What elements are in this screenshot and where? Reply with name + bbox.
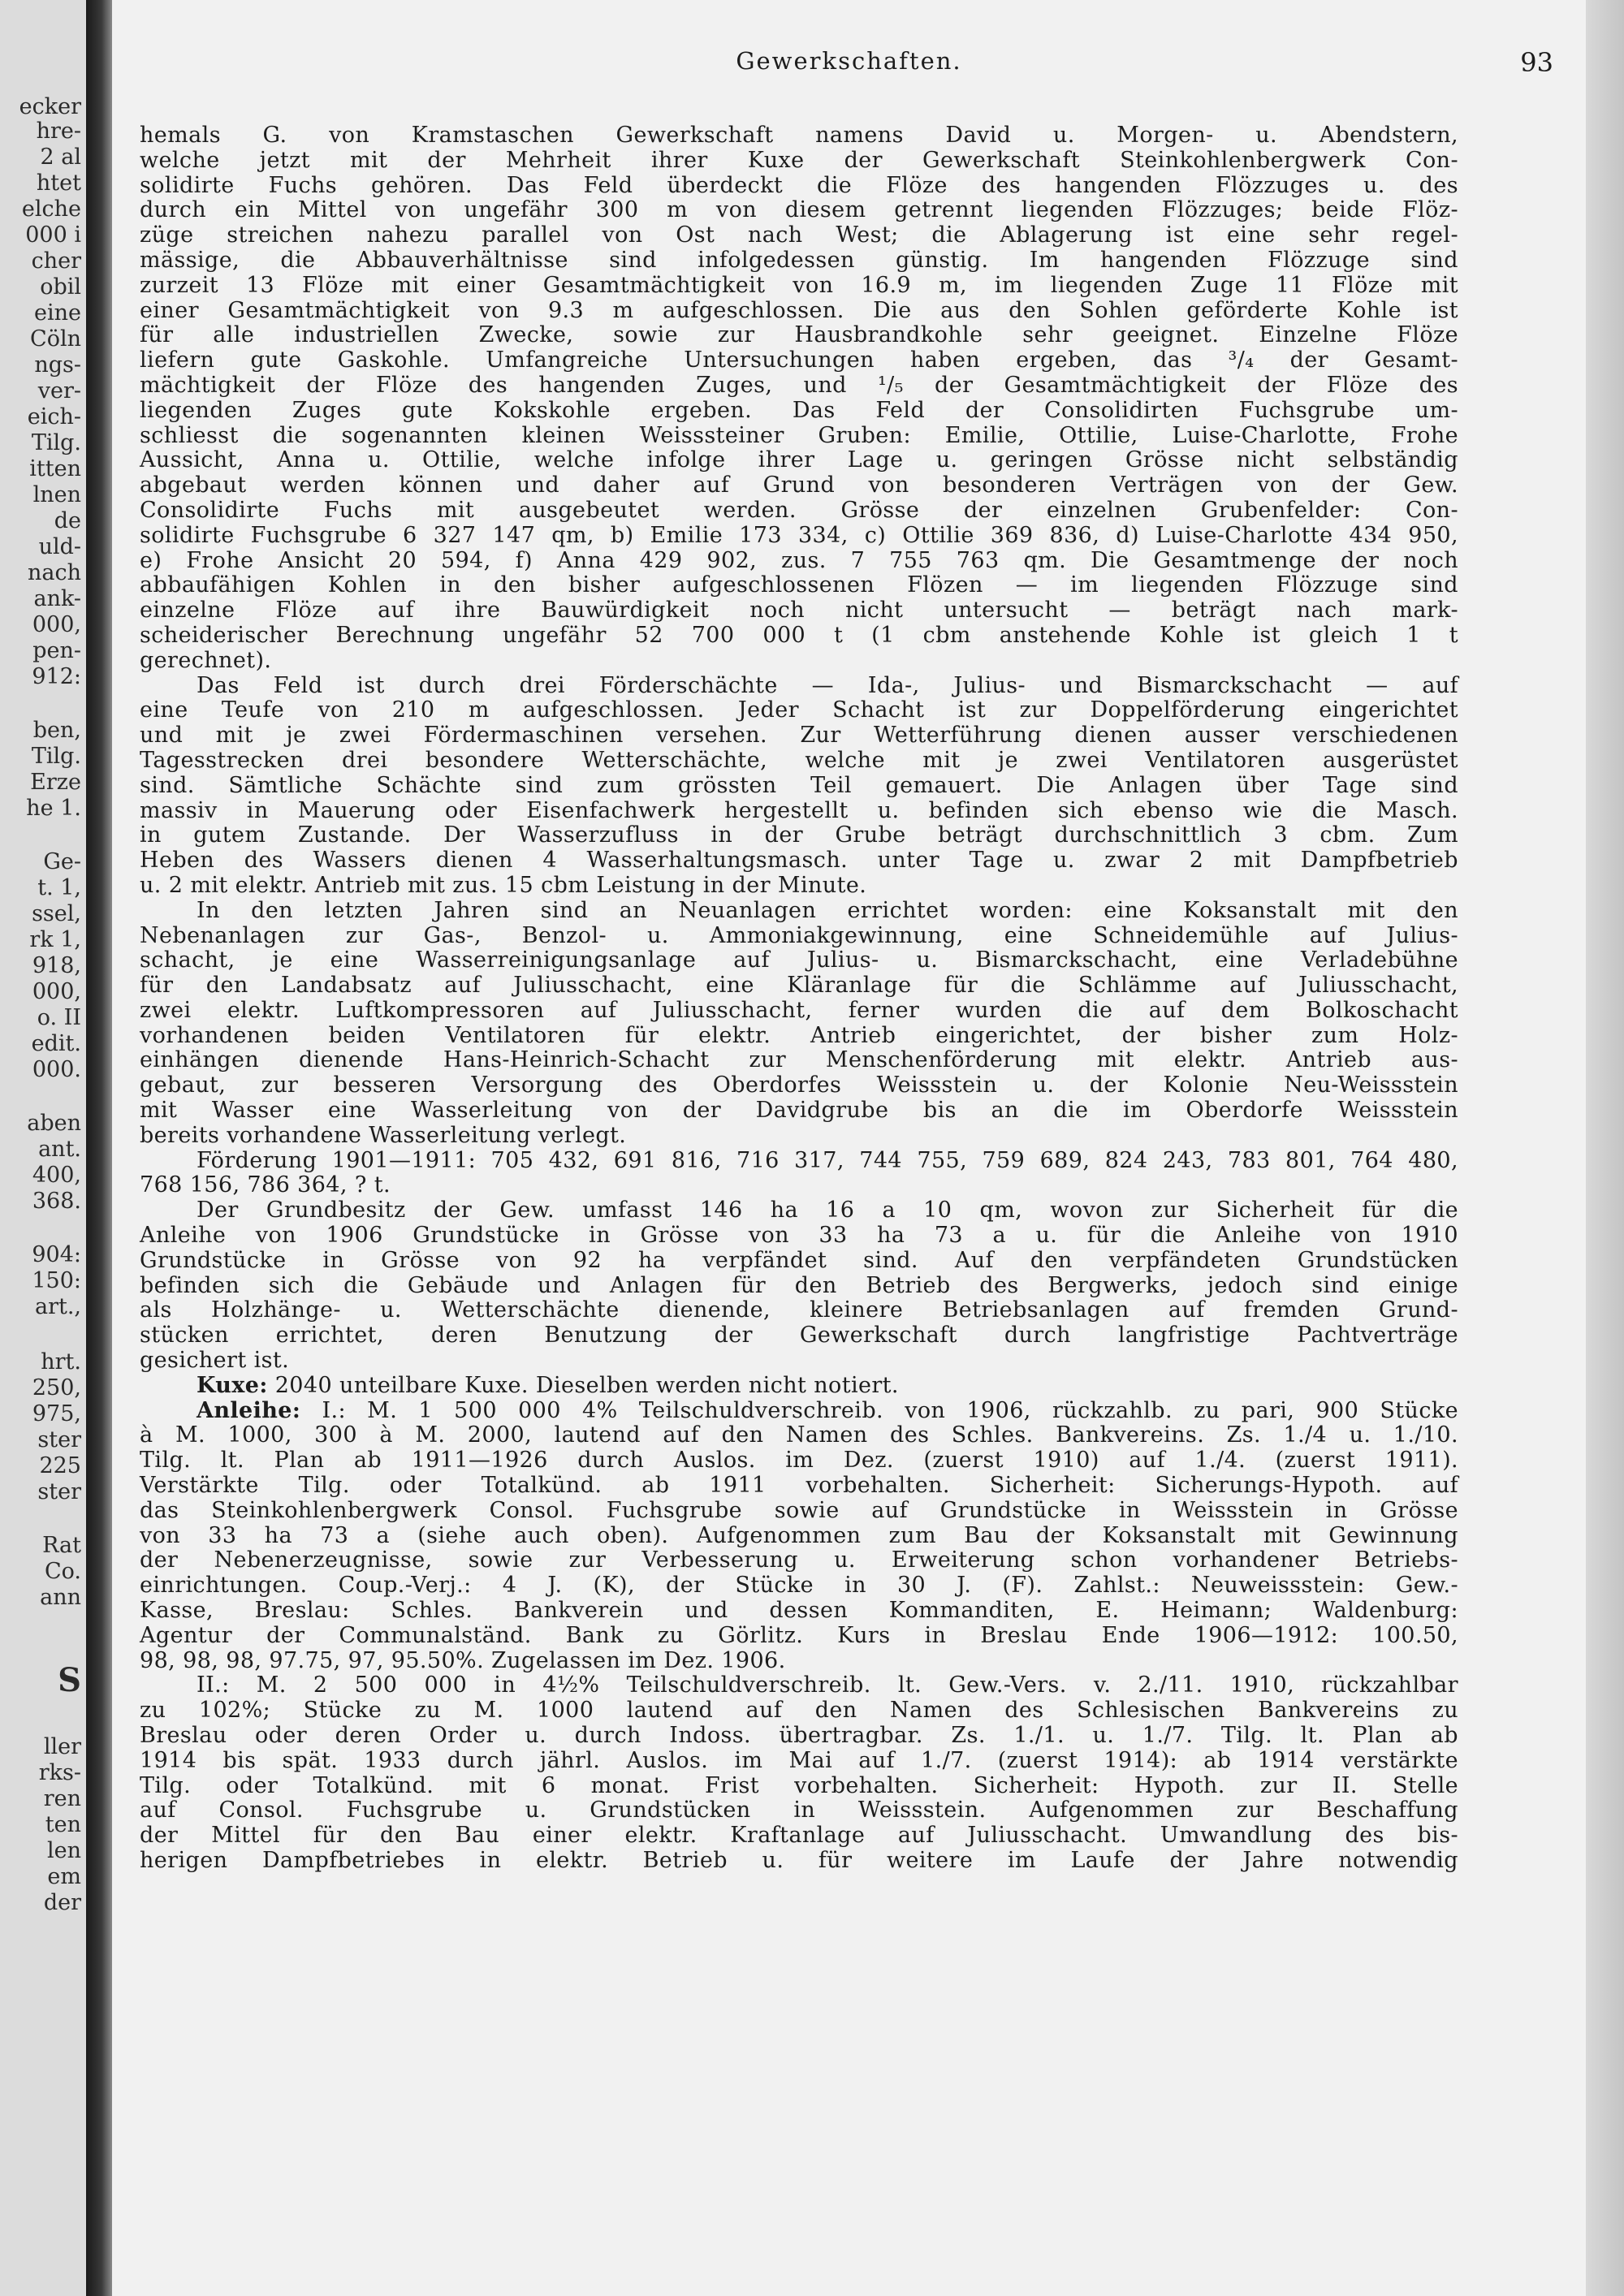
line-text: liegenden Zuges gute Kokskohle ergeben. Das Feld der Consolidirten Fuchsgrube um- <box>140 397 1458 423</box>
line-text: Tagesstrecken drei besondere Wetterschächte, welche mit je zwei Ventilatoren ausgerüstet <box>140 747 1458 773</box>
text-line <box>140 1624 1458 1649</box>
facing-page-fragment: ren <box>43 1786 81 1811</box>
text-line <box>140 674 1458 699</box>
facing-page-fragment: ssel, <box>32 901 81 926</box>
line-text: züge streichen nahezu parallel von Ost nach West; die Ablagerung ist eine sehr regel- <box>140 222 1458 248</box>
facing-page-fragment: Cöln <box>30 326 81 352</box>
text-line <box>140 1448 1458 1474</box>
facing-page-fragment: ngs- <box>34 352 81 378</box>
text-line <box>140 1224 1458 1249</box>
text-line <box>140 573 1458 598</box>
line-text: Consolidirte Fuchs mit ausgebeutet werden. Grösse der einzelnen Grubenfelder: Con- <box>140 497 1458 523</box>
text-line <box>140 1724 1458 1749</box>
facing-page-fragment: t. 1, <box>37 875 81 900</box>
text-line <box>140 248 1458 274</box>
line-text: welche jetzt mit der Mehrheit ihrer Kuxe der Gewerkschaft Steinkohlenbergwerk Con- <box>140 147 1458 173</box>
line-text: einzelne Flöze auf ihre Bauwürdigkeit noch nicht untersucht — beträgt nach mark- <box>140 598 1458 624</box>
line-text: Der Grundbesitz der Gew. umfasst 146 ha 16 a 10 qm, wovon zur Sicherheit für die <box>197 1198 1458 1224</box>
line-text: abbaufähigen Kohlen in den bisher aufgeschlossenen Flözen — im liegenden Flözzuge sind <box>140 572 1458 598</box>
text-line <box>140 1749 1458 1774</box>
line-text: e) Frohe Ansicht 20 594, f) Anna 429 902, zus. 7 755 763 qm. Die Gesamtmenge der noch <box>140 547 1458 573</box>
text-line <box>140 1573 1458 1599</box>
facing-page-fragment: obil <box>40 274 81 300</box>
text-line <box>140 323 1458 348</box>
line-text: bereits vorhandene Wasserleitung verlegt. <box>140 1122 627 1148</box>
text-line <box>140 223 1458 248</box>
line-text: hemals G. von Kramstaschen Gewerkschaft namens David u. Morgen- u. Abendstern, <box>140 123 1458 148</box>
text-line <box>140 123 1458 149</box>
line-text: Agentur der Communalständ. Bank zu Görlitz. Kurs in Breslau Ende 1906—1912: 100.50, <box>140 1622 1458 1648</box>
line-text: von 33 ha 73 a (siehe auch oben). Aufgenommen zum Bau der Koksanstalt mit Gewinnung <box>140 1522 1458 1548</box>
facing-page-fragment: ten <box>45 1812 81 1837</box>
text-line <box>140 1048 1458 1073</box>
text-line <box>140 1599 1458 1624</box>
line-text: auf Consol. Fuchsgrube u. Grundstücken in Weissstein. Aufgenommen zur Beschaffung <box>140 1798 1458 1823</box>
text-line <box>140 723 1458 749</box>
line-text: Heben des Wassers dienen 4 Wasserhaltungsmasch. unter Tage u. zwar 2 mit Dampfbetrieb <box>140 848 1458 874</box>
line-text: In den letzten Jahren sind an Neuanlagen errichtet worden: eine Koksanstalt mit den <box>197 897 1458 923</box>
text-line <box>140 1673 1458 1698</box>
text-line <box>140 1298 1458 1323</box>
facing-page-fragment: Tilg. <box>31 744 81 769</box>
line-text: à M. 1000, 300 à M. 2000, lautend auf den Namen des Schles. Bankvereins. Zs. 1./4 u. 1./10. <box>140 1422 1458 1448</box>
facing-page-fragment: aben <box>27 1111 81 1136</box>
facing-page-fragment: itten <box>29 456 81 481</box>
text-line <box>140 1649 1458 1674</box>
facing-page-fragment: art., <box>34 1294 81 1319</box>
facing-page-fragment: ver- <box>37 378 81 404</box>
text-line <box>140 198 1458 223</box>
text-line <box>140 424 1458 449</box>
running-header <box>112 47 1586 80</box>
line-text: scheiderischer Berechnung ungefähr 52 700 000 t (1 cbm anstehende Kohle ist gleich 1 t <box>140 622 1458 648</box>
text-line <box>140 399 1458 424</box>
facing-page-fragment: Erze <box>30 770 81 795</box>
facing-page-fragment: de <box>54 508 81 533</box>
line-text: gebaut, zur besseren Versorgung des Oberdorfes Weissstein u. der Kolonie Neu-Weissstein <box>140 1072 1458 1098</box>
facing-page-fragment: edit. <box>31 1031 81 1056</box>
text-line <box>140 498 1458 524</box>
text-line <box>140 1499 1458 1524</box>
facing-page-fragment: hre- <box>36 119 81 144</box>
line-text: mit Wasser eine Wasserleitung von der Davidgrube bis an die im Oberdorfe Weissstein <box>140 1098 1458 1124</box>
text-line <box>140 999 1458 1024</box>
facing-page-fragment: 400, <box>32 1163 81 1188</box>
facing-page-fragment: 918, <box>32 953 81 978</box>
line-text: zwei elektr. Luftkompressoren auf Juliusschacht, ferner wurden die auf dem Bolkoschacht <box>140 997 1458 1023</box>
text-line <box>140 823 1458 848</box>
line-text: Kasse, Breslau: Schles. Bankverein und dessen Kommanditen, E. Heimann; Waldenburg: <box>140 1598 1458 1624</box>
text-line <box>140 948 1458 973</box>
facing-page-fragment: Tilg. <box>31 430 81 455</box>
text-line <box>140 1774 1458 1799</box>
facing-page-fragment: htet <box>36 170 81 196</box>
line-text: Tilg. oder Totalkünd. mit 6 monat. Frist vorbehalten. Sicherheit: Hypoth. zur II. Stelle <box>140 1772 1458 1798</box>
line-text: 2040 unteilbare Kuxe. Dieselben werden nicht notiert. <box>267 1372 899 1398</box>
facing-page-fragment: pen- <box>32 638 81 663</box>
text-line <box>140 274 1458 299</box>
facing-page-fragment: ant. <box>38 1137 81 1162</box>
facing-page-fragment: elche <box>21 196 81 222</box>
text-line <box>140 899 1458 924</box>
line-text: einhängen dienende Hans-Heinrich-Schacht zur Menschenförderung mit elektr. Antrieb aus- <box>140 1047 1458 1073</box>
text-line <box>140 373 1458 399</box>
facing-page-fragment: Rat <box>42 1533 81 1558</box>
facing-page-fragment: 000, <box>32 612 81 637</box>
facing-page-fragment: 000, <box>32 979 81 1004</box>
text-line <box>140 598 1458 624</box>
facing-page-fragment: len <box>46 1838 81 1863</box>
text-line <box>140 624 1458 649</box>
line-text: herigen Dampfbetriebes in elektr. Betrieb u. für weitere im Laufe der Jahre notwendig <box>140 1847 1458 1873</box>
text-line <box>140 348 1458 373</box>
facing-page-fragment: uld- <box>38 534 81 559</box>
text-line <box>140 1198 1458 1224</box>
text-line <box>140 549 1458 574</box>
facing-page-fragment: eich- <box>27 404 81 429</box>
section-label: Anleihe: <box>197 1397 301 1423</box>
facing-page-fragment: he 1. <box>26 796 81 821</box>
line-text: Tilg. lt. Plan ab 1911—1926 durch Auslos. im Dez. (zuerst 1910) auf 1./4. (zuerst 1911). <box>140 1448 1458 1474</box>
facing-page-fragment: der <box>43 1890 81 1915</box>
text-line <box>140 749 1458 774</box>
facing-page-fragment: Co. <box>44 1559 81 1584</box>
line-text: I.: M. 1 500 000 4% Teilschuldverschreib. von 1906, rückzahlb. zu pari, 900 Stücke <box>300 1397 1458 1423</box>
line-text: mässige, die Abbauverhältnisse sind infolgedessen günstig. Im hangenden Flözzuge sind <box>140 247 1458 273</box>
text-line <box>140 1024 1458 1049</box>
line-text: und mit je zwei Fördermaschinen versehen. Zur Wetterführung dienen ausser verschiedenen <box>140 723 1458 749</box>
text-line <box>140 924 1458 949</box>
facing-page-fragment: ster <box>37 1427 81 1452</box>
facing-page-fragment: rks- <box>38 1760 81 1785</box>
text-line <box>140 473 1458 498</box>
text-line <box>140 1149 1458 1174</box>
body-text <box>140 123 1458 1874</box>
page-number: 93 <box>1520 47 1553 78</box>
text-line <box>140 174 1458 199</box>
facing-page-fragment: rk 1, <box>29 927 81 952</box>
line-text: gesichert ist. <box>140 1348 290 1374</box>
facing-page-fragment: ster <box>37 1479 81 1504</box>
facing-page-fragment: 975, <box>32 1401 81 1426</box>
line-text: zurzeit 13 Flöze mit einer Gesamtmächtigkeit von 16.9 m, im liegenden Zuge 11 Flöze mit <box>140 272 1458 298</box>
text-line <box>140 874 1458 899</box>
text-line <box>140 1098 1458 1124</box>
text-line <box>140 799 1458 824</box>
line-text: das Steinkohlenbergwerk Consol. Fuchsgrube sowie auf Grundstücke in Weissstein in Grösse <box>140 1497 1458 1523</box>
line-text: befinden sich die Gebäude und Anlagen für den Betrieb des Bergwerks, jedoch sind einige <box>140 1272 1458 1298</box>
line-text: Verstärkte Tilg. oder Totalkünd. ab 1911 vorbehalten. Sicherheit: Sicherungs-Hypoth. auf <box>140 1473 1458 1499</box>
line-text: für alle industriellen Zwecke, sowie zur Hausbrandkohle sehr geeignet. Einzelne Flöze <box>140 322 1458 348</box>
facing-page-fragment: hrt. <box>41 1349 81 1375</box>
line-text: 98, 98, 98, 97.75, 97, 95.50%. Zugelassen im Dez. 1906. <box>140 1647 786 1673</box>
line-text: Breslau oder deren Order u. durch Indoss. übertragbar. Zs. 1./1. u. 1./7. Tilg. lt. Plan ab <box>140 1723 1458 1748</box>
text-line <box>140 1173 1458 1198</box>
line-text: zu 102%; Stücke zu M. 1000 lautend auf den Namen des Schlesischen Bankvereins zu <box>140 1698 1458 1724</box>
text-line <box>140 1548 1458 1573</box>
text-line <box>140 1124 1458 1149</box>
line-text: stücken errichtet, deren Benutzung der Gewerkschaft durch langfristige Pachtverträge <box>140 1323 1458 1349</box>
text-line <box>140 299 1458 324</box>
facing-page-fragment: lnen <box>32 482 81 507</box>
text-line <box>140 1823 1458 1849</box>
line-text: u. 2 mit elektr. Antrieb mit zus. 15 cbm Leistung in der Minute. <box>140 872 867 898</box>
text-line <box>140 448 1458 473</box>
line-text: solidirte Fuchs gehören. Das Feld überdeckt die Flöze des hangenden Flözzuges u. des <box>140 172 1458 198</box>
text-line <box>140 973 1458 999</box>
line-text: schliesst die sogenannten kleinen Weisssteiner Gruben: Emilie, Ottilie, Luise-Charlotte, Frohe <box>140 422 1458 448</box>
line-text: Das Feld ist durch drei Förderschächte — Ida-, Julius- und Bismarckschacht — auf <box>197 672 1458 698</box>
line-text: einer Gesamtmächtigkeit von 9.3 m aufgeschlossen. Die aus den Sohlen geförderte Kohle ist <box>140 297 1458 323</box>
text-line <box>140 1274 1458 1299</box>
text-line <box>140 1798 1458 1823</box>
line-text: Förderung 1901—1911: 705 432, 691 816, 716 317, 744 755, 759 689, 824 243, 783 801, 764 480, <box>197 1147 1458 1173</box>
page-edge-right <box>1586 0 1624 2296</box>
line-text: gerechnet). <box>140 647 272 673</box>
line-text: Aussicht, Anna u. Ottilie, welche infolge ihrer Lage u. geringen Grösse nicht selbständig <box>140 447 1458 473</box>
text-line <box>140 1349 1458 1374</box>
facing-page-fragment: Ge- <box>43 849 81 874</box>
text-line <box>140 149 1458 174</box>
facing-page-fragment: S <box>58 1661 81 1699</box>
facing-page-fragment: ller <box>43 1734 81 1759</box>
text-line <box>140 1849 1458 1874</box>
text-line <box>140 1474 1458 1499</box>
facing-page-fragment: ben, <box>32 718 81 743</box>
facing-page-fragment: nach <box>28 560 81 585</box>
line-text: abgebaut werden können und daher auf Grund von besonderen Verträgen von der Gew. <box>140 473 1458 498</box>
line-text: solidirte Fuchsgrube 6 327 147 qm, b) Emilie 173 334, c) Ottilie 369 836, d) Luise-Charlotte 434 950, <box>140 522 1458 548</box>
text-line <box>140 524 1458 549</box>
text-line <box>140 1524 1458 1549</box>
line-text: mächtigkeit der Flöze des hangenden Zuges, und ¹/₅ der Gesamtmächtigkeit der Flöze des <box>140 372 1458 398</box>
text-line <box>140 1423 1458 1448</box>
facing-page-fragment: ann <box>40 1585 81 1610</box>
section-label: Kuxe: <box>197 1372 268 1398</box>
facing-page-fragment: eine <box>34 300 81 326</box>
facing-page-fragment: 225 <box>39 1453 81 1478</box>
text-line <box>140 1374 1458 1399</box>
line-text: als Holzhänge- u. Wetterschächte dienende, kleinere Betriebsanlagen auf fremden Grund- <box>140 1297 1458 1323</box>
facing-page-edge <box>0 0 86 2296</box>
line-text: in gutem Zustande. Der Wasserzufluss in der Grube beträgt durchschnittlich 3 cbm. Zum <box>140 822 1458 848</box>
line-text: schacht, je eine Wasserreinigungsanlage auf Julius- u. Bismarckschacht, eine Verladebühne <box>140 947 1458 973</box>
line-text: Grundstücke in Grösse von 92 ha verpfändet sind. Auf den verpfändeten Grundstücken <box>140 1247 1458 1273</box>
facing-page-fragment: 912: <box>32 664 81 689</box>
line-text: für den Landabsatz auf Juliusschacht, eine Kläranlage für die Schlämme auf Juliusschacht, <box>140 973 1458 999</box>
facing-page-fragment: 904: <box>32 1242 81 1267</box>
facing-page-fragment: 250, <box>32 1375 81 1400</box>
line-text: der Mittel für den Bau einer elektr. Kraftanlage auf Juliusschacht. Umwandlung des bis- <box>140 1823 1458 1849</box>
page-header-title: Gewerkschaften. <box>736 47 962 75</box>
facing-page-fragment: o. II <box>37 1005 81 1030</box>
line-text: Nebenanlagen zur Gas-, Benzol- u. Ammoniakgewinnung, eine Schneidemühle auf Julius- <box>140 922 1458 948</box>
line-text: liefern gute Gaskohle. Umfangreiche Untersuchungen haben ergeben, das ³/₄ der Gesamt- <box>140 347 1458 373</box>
line-text: 768 156, 786 364, ? t. <box>140 1172 391 1198</box>
line-text: sind. Sämtliche Schächte sind zum grössten Teil gemauert. Die Anlagen über Tage sind <box>140 772 1458 798</box>
text-line <box>140 1249 1458 1274</box>
line-text: massiv in Mauerung oder Eisenfachwerk hergestellt u. befinden sich ebenso wie die Masch. <box>140 797 1458 823</box>
facing-page-fragment: cher <box>31 248 81 274</box>
facing-page-fragment: ecker <box>19 94 81 119</box>
text-line <box>140 1399 1458 1424</box>
text-line <box>140 1073 1458 1098</box>
facing-page-fragment: 368. <box>32 1189 81 1214</box>
facing-page-fragment: ank- <box>33 586 81 611</box>
text-line <box>140 649 1458 674</box>
facing-page-fragment: 150: <box>32 1268 81 1293</box>
line-text: II.: M. 2 500 000 in 4½% Teilschuldverschreib. lt. Gew.-Vers. v. 2./11. 1910, rückzahlbar <box>197 1672 1458 1698</box>
facing-page-fragment: 000. <box>32 1057 81 1082</box>
line-text: durch ein Mittel von ungefähr 300 m von diesem getrennt liegenden Flözzuges; beide Flöz- <box>140 197 1458 223</box>
book-gutter <box>86 0 112 2296</box>
text-line <box>140 698 1458 723</box>
line-text: einrichtungen. Coup.-Verj.: 4 J. (K), der Stücke in 30 J. (F). Zahlst.: Neuweissstein: Gew.- <box>140 1573 1458 1599</box>
line-text: eine Teufe von 210 m aufgeschlossen. Jeder Schacht ist zur Doppelförderung eingerichtet <box>140 697 1458 723</box>
text-line <box>140 1323 1458 1349</box>
facing-page-fragment: 2 al <box>40 145 81 170</box>
text-line <box>140 1698 1458 1724</box>
text-line <box>140 774 1458 799</box>
line-text: der Nebenerzeugnisse, sowie zur Verbesserung u. Erweiterung schon vorhandener Betriebs- <box>140 1547 1458 1573</box>
facing-page-fragment: em <box>47 1864 81 1889</box>
line-text: vorhandenen beiden Ventilatoren für elektr. Antrieb eingerichtet, der bisher zum Holz- <box>140 1022 1458 1048</box>
facing-page-fragment: 000 i <box>25 222 81 248</box>
text-line <box>140 848 1458 874</box>
line-text: Anleihe von 1906 Grundstücke in Grösse von 33 ha 73 a u. für die Anleihe von 1910 <box>140 1223 1458 1249</box>
line-text: 1914 bis spät. 1933 durch jährl. Auslos. im Mai auf 1./7. (zuerst 1914): ab 1914 verstärkte <box>140 1747 1458 1773</box>
